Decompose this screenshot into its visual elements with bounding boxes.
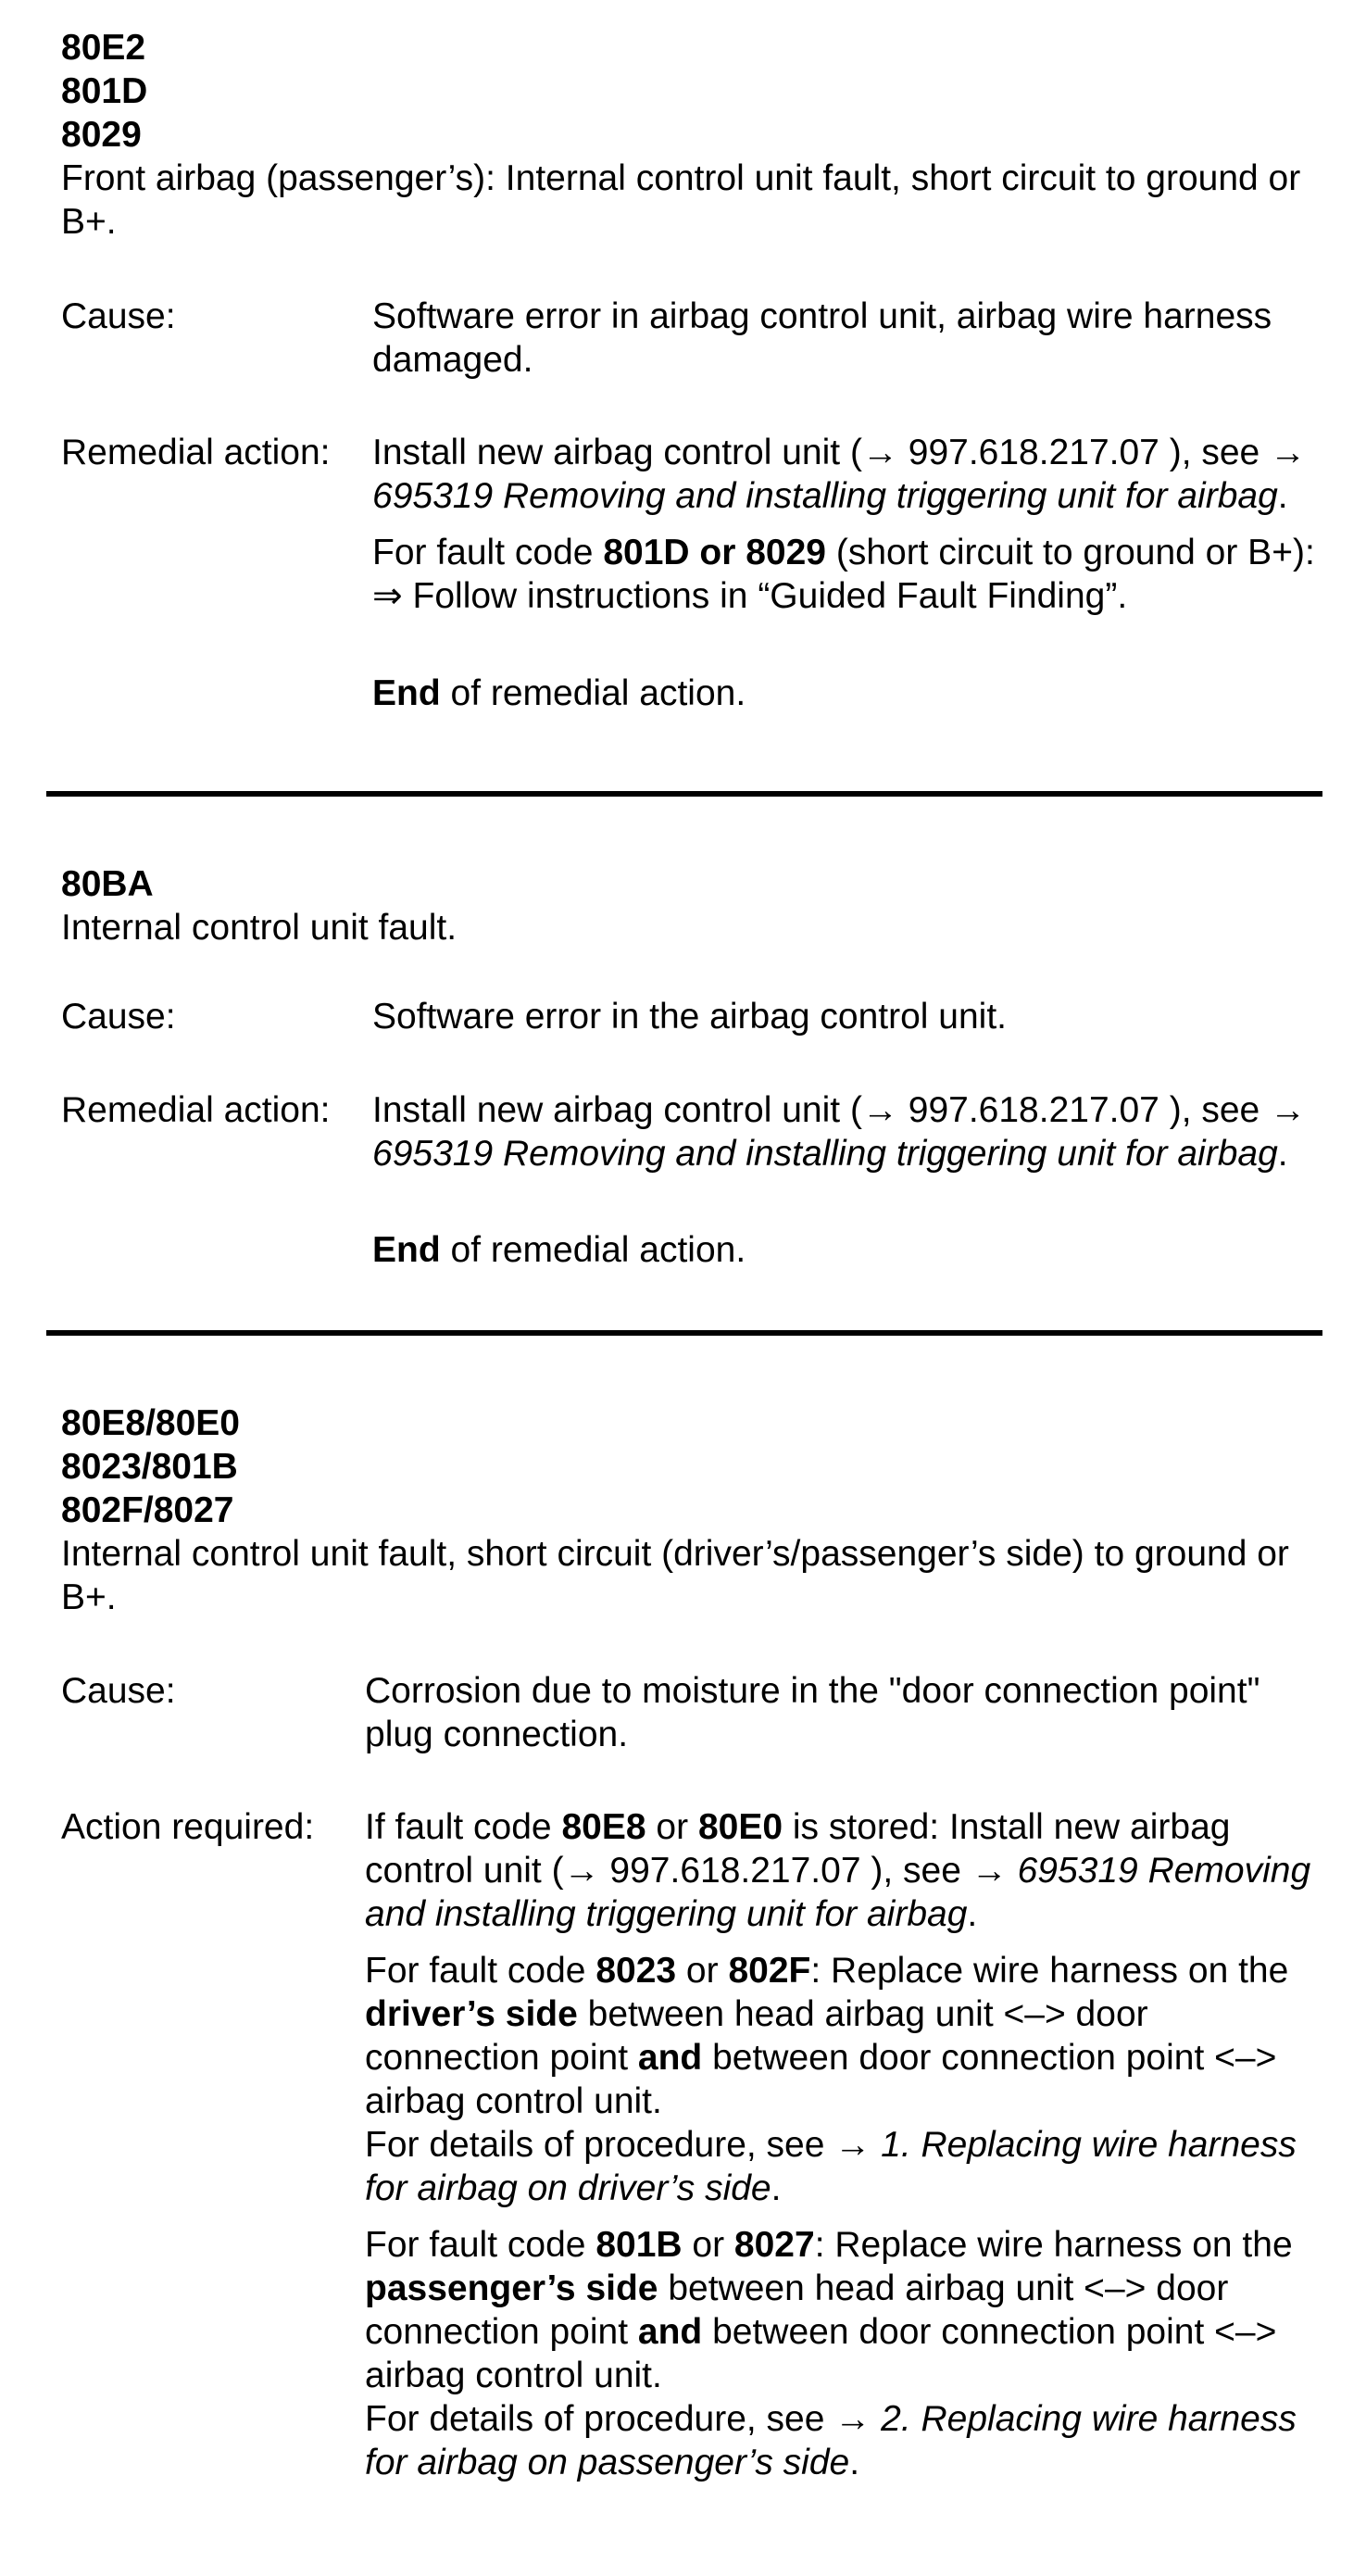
procedure-link[interactable]: 695319 Removing and installing triggering unit for airbag bbox=[372, 1134, 1278, 1174]
action-label: Action required: bbox=[61, 1807, 315, 1847]
procedure-link[interactable]: 695319 Removing and installing triggering unit for airbag bbox=[372, 476, 1278, 516]
procedure-link[interactable]: 1. Replacing wire harness for airbag on driver’s side bbox=[365, 2125, 1297, 2208]
remedial-paragraph: Install new airbag control unit (→ 997.618.217.07 ), see → 695319 Removing and installing triggering unit for airbag. bbox=[372, 433, 1307, 516]
fault-code: 8023/801B bbox=[61, 1447, 238, 1487]
fault-section-80e2 bbox=[61, 26, 1321, 713]
cause-text: Corrosion due to moisture in the "door connection point" plug connection. bbox=[365, 1671, 1260, 1754]
fault-code: 80E2 bbox=[61, 28, 146, 68]
action-paragraph: If fault code 80E8 or 80E0 is stored: Install new airbag control unit (→ 997.618.217.07 ), see → 695319 Removing and installing triggering unit for airbag. bbox=[365, 1807, 1311, 1934]
fault-section-80ba bbox=[61, 862, 1321, 1270]
action-paragraph: For fault code 801B or 8027: Replace wire harness on the passenger’s side between head airbag unit <–> door connection point and between door connection point <–> airbag control unit. bbox=[365, 2225, 1293, 2395]
action-content bbox=[365, 1805, 1328, 2484]
cause-text: Software error in airbag control unit, airbag wire harness damaged. bbox=[372, 296, 1272, 380]
fault-code: 802F/8027 bbox=[61, 1490, 234, 1530]
fault-description: Internal control unit fault, short circuit (driver’s/passenger’s side) to ground or B+. bbox=[61, 1534, 1289, 1617]
end-of-action: End of remedial action. bbox=[372, 1230, 746, 1270]
remedial-paragraph: Install new airbag control unit (→ 997.618.217.07 ), see → 695319 Removing and installing triggering unit for airbag. bbox=[372, 1090, 1307, 1174]
section-divider bbox=[46, 1330, 1322, 1336]
remedial-label: Remedial action: bbox=[61, 433, 331, 472]
procedure-link[interactable]: 2. Replacing wire harness for airbag on passenger’s side bbox=[365, 2399, 1297, 2482]
details-line: For details of procedure, see → 1. Replacing wire harness for airbag on driver’s side. bbox=[365, 2125, 1297, 2208]
remedial-label: Remedial action: bbox=[61, 1090, 331, 1130]
cause-label: Cause: bbox=[61, 997, 176, 1037]
fault-code: 8029 bbox=[61, 115, 142, 155]
fault-section-80e8 bbox=[61, 1401, 1321, 2482]
fault-description: Front airbag (passenger’s): Internal control unit fault, short circuit to ground or B+. bbox=[61, 158, 1301, 242]
fault-code: 80BA bbox=[61, 864, 154, 904]
remedial-content bbox=[372, 431, 1317, 715]
fault-description: Internal control unit fault. bbox=[61, 908, 457, 948]
section-divider bbox=[46, 791, 1322, 797]
remedial-paragraph: For fault code 801D or 8029 (short circuit to ground or B+): ⇒ Follow instructions in “Guided Fault Finding”. bbox=[372, 533, 1315, 616]
action-paragraph: For fault code 8023 or 802F: Replace wire harness on the driver’s side between head airbag unit <–> door connection point and between door connection point <–> airbag control unit. bbox=[365, 1951, 1289, 2121]
details-line: For details of procedure, see → 2. Replacing wire harness for airbag on passenger’s side. bbox=[365, 2399, 1297, 2482]
fault-code: 801D bbox=[61, 71, 148, 111]
fault-code: 80E8/80E0 bbox=[61, 1403, 241, 1443]
cause-label: Cause: bbox=[61, 1671, 176, 1711]
cause-text: Software error in the airbag control unit. bbox=[372, 997, 1008, 1037]
cause-label: Cause: bbox=[61, 296, 176, 336]
procedure-link[interactable]: 695319 Removing and installing triggering unit for airbag bbox=[365, 1851, 1311, 1934]
end-of-action: End of remedial action. bbox=[372, 673, 746, 713]
remedial-content bbox=[372, 1088, 1317, 1272]
